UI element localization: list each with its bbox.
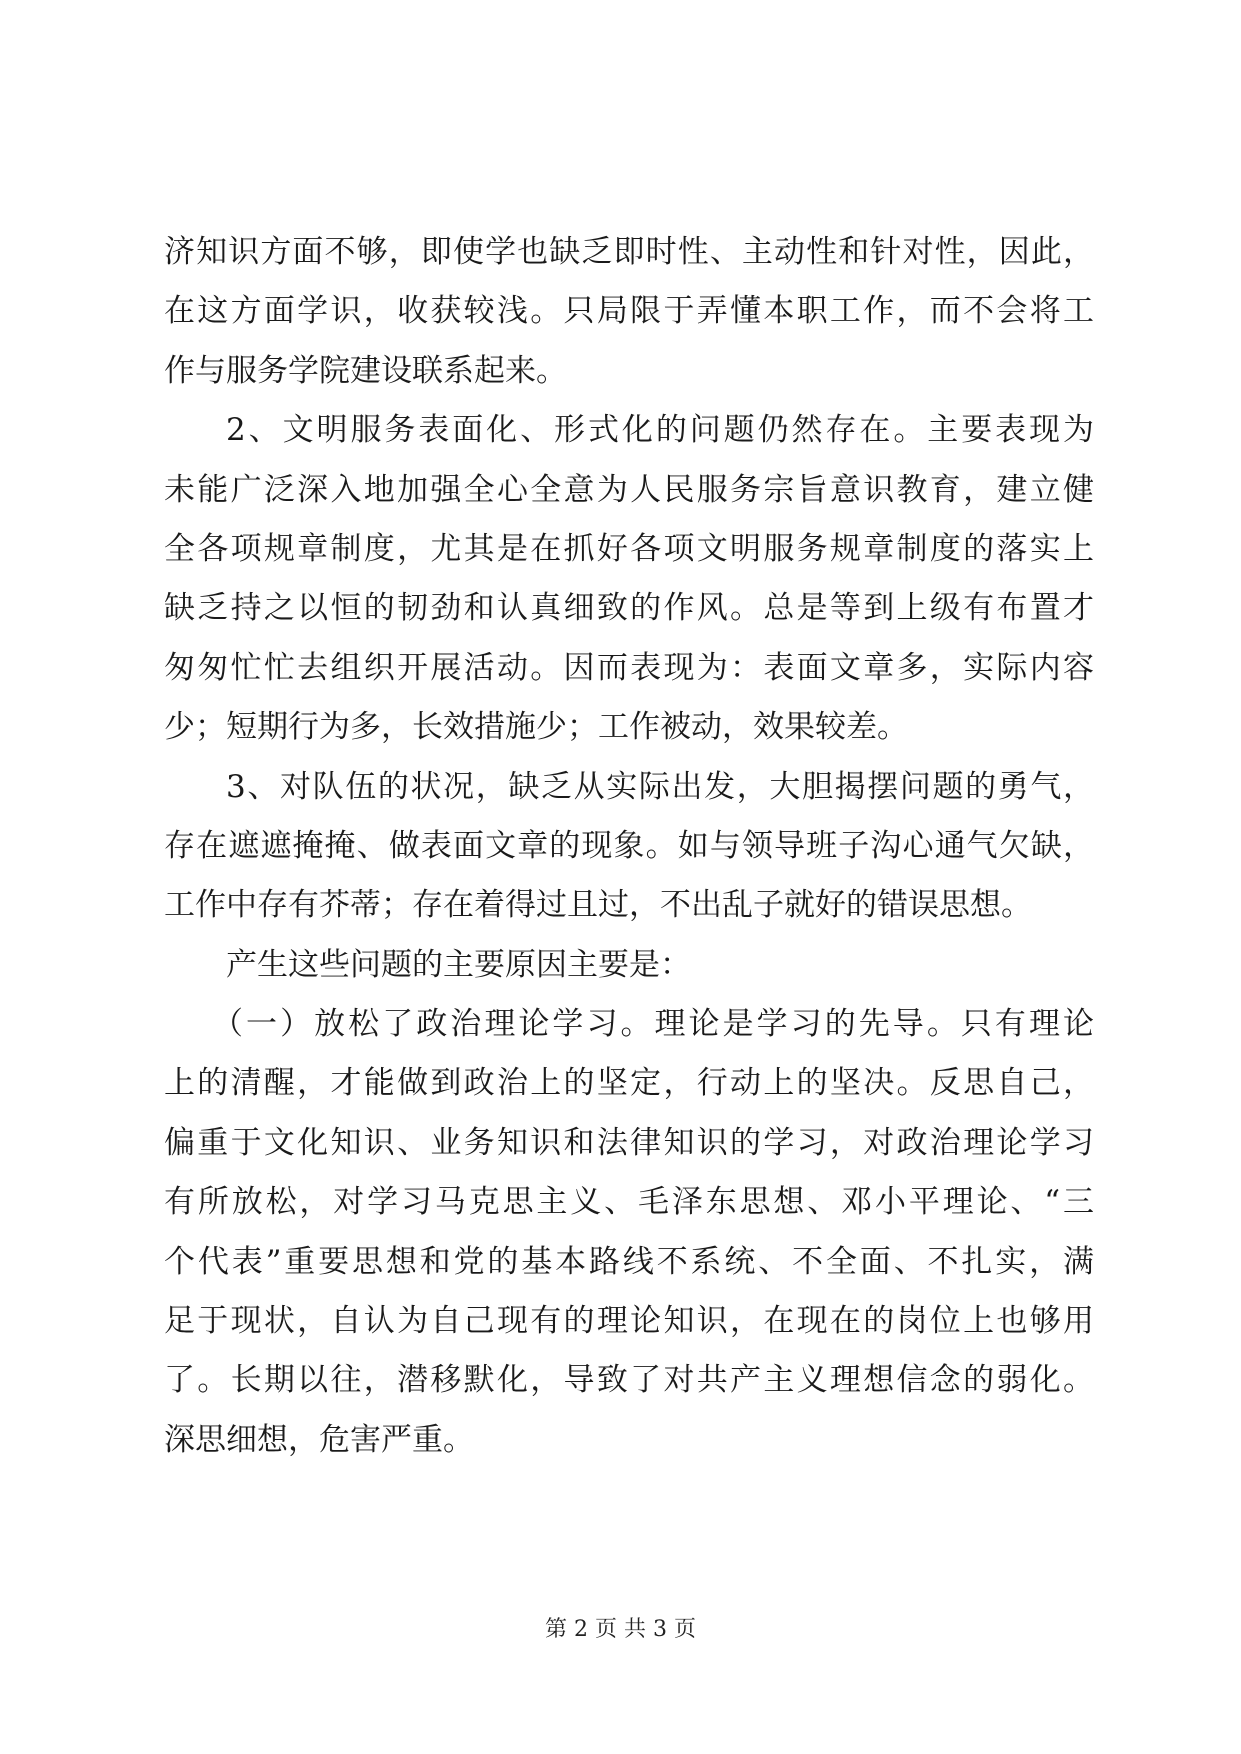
text-line: 有所放松，对学习马克思主义、毛泽东思想、邓小平理论、“三 bbox=[164, 1184, 1094, 1221]
text-line: 足于现状，自认为自己现有的理论知识，在现在的岗位上也够用 bbox=[164, 1303, 1094, 1340]
text-line: 全各项规章制度，尤其是在抓好各项文明服务规章制度的落实上 bbox=[164, 530, 1094, 567]
text-line: 在这方面学识，收获较浅。只局限于弄懂本职工作，而不会将工 bbox=[164, 293, 1094, 330]
text-line: 少；短期行为多，长效措施少；工作被动，效果较差。 bbox=[164, 709, 908, 746]
text-line: 工作中存有芥蒂；存在着得过且过，不出乱子就好的错误思想。 bbox=[164, 887, 1032, 924]
text-line: 作与服务学院建设联系起来。 bbox=[164, 352, 567, 389]
text-line: 深思细想，危害严重。 bbox=[164, 1421, 474, 1458]
paragraph-first-line: 产生这些问题的主要原因主要是： bbox=[226, 946, 691, 983]
text-line: 济知识方面不够，即使学也缺乏即时性、主动性和针对性，因此， bbox=[164, 234, 1094, 270]
paragraph-first-line: （一）放松了政治理论学习。理论是学习的先导。只有理论 bbox=[212, 1006, 1094, 1043]
text-line: 偏重于文化知识、业务知识和法律知识的学习，对政治理论学习 bbox=[164, 1124, 1094, 1161]
text-line: 存在遮遮掩掩、做表面文章的现象。如与领导班子沟心通气欠缺， bbox=[164, 827, 1094, 864]
paragraph-first-line: 2、文明服务表面化、形式化的问题仍然存在。主要表现为 bbox=[226, 412, 1094, 449]
page-footer: 第 2 页 共 3 页 bbox=[545, 1617, 696, 1642]
text-line: 匆匆忙忙去组织开展活动。因而表现为：表面文章多，实际内容 bbox=[164, 649, 1094, 686]
text-line: 上的清醒，才能做到政治上的坚定，行动上的坚决。反思自己， bbox=[164, 1065, 1094, 1102]
paragraph-first-line: 3、对队伍的状况，缺乏从实际出发，大胆揭摆问题的勇气， bbox=[226, 768, 1094, 805]
body-text bbox=[164, 223, 1094, 1470]
text-line: 未能广泛深入地加强全心全意为人民服务宗旨意识教育，建立健 bbox=[164, 471, 1094, 508]
text-line: 缺乏持之以恒的韧劲和认真细致的作风。总是等到上级有布置才 bbox=[164, 590, 1094, 627]
text-line: 个代表”重要思想和党的基本路线不系统、不全面、不扎实，满 bbox=[164, 1243, 1094, 1280]
text-line: 了。长期以往，潜移默化，导致了对共产主义理想信念的弱化。 bbox=[164, 1362, 1094, 1399]
